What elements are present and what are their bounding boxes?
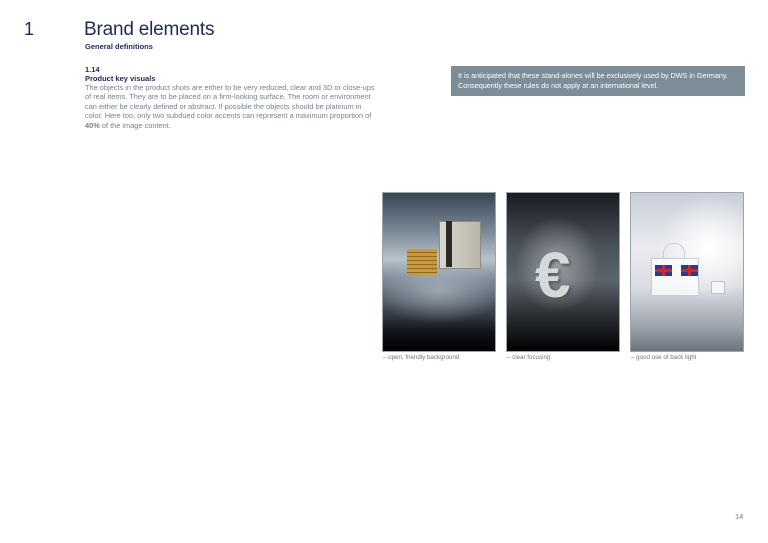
key-visual-bag: [630, 192, 744, 352]
section-title: Product key visuals: [85, 74, 156, 83]
chapter-number: 1: [24, 19, 35, 39]
notice-box: It is anticipated that these stand-alones will be exclusively used by DWS in Germany. Consequently these rules do not apply at an international level.: [451, 66, 745, 96]
uk-flag-icon: [681, 265, 698, 276]
section-number: 1.14: [85, 65, 100, 74]
page-number: 14: [735, 512, 744, 521]
small-box-icon: [711, 281, 725, 294]
euro-icon: €: [535, 239, 571, 311]
page-title: Brand elements: [84, 19, 215, 40]
section-body: [85, 83, 381, 130]
safe-door-icon: [446, 221, 452, 267]
caption-visual-2: – clear focusing: [507, 354, 551, 361]
body-text-part2: of the image content.: [99, 120, 171, 130]
uk-flag-icon: [655, 265, 672, 276]
body-text-part1: The objects in the product shots are either to be very reduced, clear and 3D or close-ups of real items. They are to be placed on a firm-looking surface. The room or environment can either be clearly defined or abstract. If possible the objects should be platinum in color. Here too, only two subdued color accents can represent a maximum proportion of: [85, 83, 375, 121]
page-subtitle: General definitions: [85, 42, 153, 51]
key-visual-euro: [506, 192, 620, 352]
key-visual-safe: [382, 192, 496, 352]
section-product-key-visuals: [85, 65, 385, 130]
shopping-bag-icon: [651, 258, 699, 296]
body-text-bold: 40%: [85, 120, 100, 130]
gold-coins-icon: [407, 249, 437, 275]
caption-visual-1: – open, friendly background: [383, 354, 460, 361]
caption-visual-3: – good use of back light: [631, 354, 697, 361]
